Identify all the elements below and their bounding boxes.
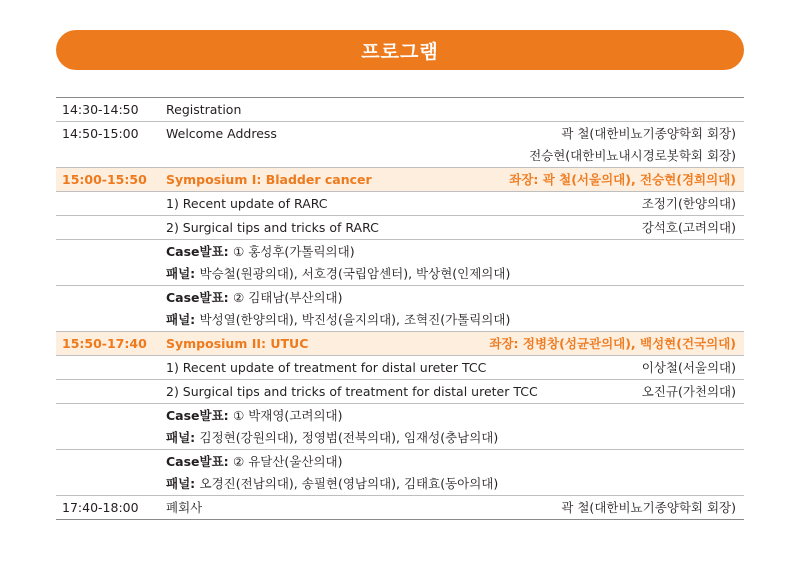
case-label: Case발표: [166, 290, 234, 305]
speaker-line: 곽 철(대한비뇨기종양학회 회장) [561, 126, 736, 141]
panel-label: 패널: [166, 476, 200, 491]
panel-label: 패널: [166, 312, 200, 327]
title-cell: 2) Surgical tips and tricks of treatment for distal ureter TCC [166, 384, 538, 399]
case-label: Case발표: [166, 244, 234, 259]
case-cell [166, 451, 744, 495]
chair-cell: 좌장: 정병창(성균관의대), 백성현(건국의대) [489, 336, 736, 351]
table-row [56, 240, 744, 286]
speaker-cell: 이상철(서울의대) [641, 360, 736, 375]
session-row [56, 168, 744, 192]
session-title: Symposium I: Bladder cancer [166, 172, 372, 187]
table-row [56, 286, 744, 332]
case-label: Case발표: [166, 454, 234, 469]
panel-line [166, 427, 744, 449]
panel-text: 박승철(원광의대), 서호경(국립암센터), 박상현(인제의대) [199, 266, 511, 281]
table-row [56, 356, 744, 380]
time-cell: 14:30-14:50 [62, 102, 139, 117]
speaker-cell: 조정기(한양의대) [641, 196, 736, 211]
program-table [56, 97, 744, 520]
time-cell [56, 287, 166, 331]
case-text: ① 홍성후(가톨릭의대) [233, 244, 355, 259]
title-cell: 1) Recent update of treatment for distal ureter TCC [166, 360, 487, 375]
time-cell: 15:00-15:50 [62, 172, 147, 187]
panel-line [166, 309, 744, 331]
speaker-line: 전승현(대한비뇨내시경로봇학회 회장) [529, 148, 736, 163]
case-text: ① 박재영(고려의대) [233, 408, 343, 423]
time-cell [56, 217, 166, 239]
title-cell: 2) Surgical tips and tricks of RARC [166, 220, 379, 235]
time-cell: 14:50-15:00 [62, 126, 139, 141]
panel-text: 오경진(전남의대), 송필현(영남의대), 김태효(동아의대) [199, 476, 499, 491]
case-line [166, 451, 744, 473]
table-row [56, 404, 744, 450]
case-cell [166, 287, 744, 331]
case-cell [166, 241, 744, 285]
title-cell: Welcome Address [166, 126, 277, 141]
speaker-cell: 오진규(가천의대) [641, 384, 736, 399]
table-row [56, 98, 744, 122]
title-cell: 1) Recent update of RARC [166, 196, 328, 211]
time-cell [56, 451, 166, 495]
panel-line [166, 473, 744, 495]
case-line [166, 287, 744, 309]
speaker-cell: 강석호(고려의대) [641, 220, 736, 235]
time-cell: 17:40-18:00 [62, 500, 139, 515]
case-line [166, 241, 744, 263]
table-row [56, 216, 744, 240]
case-text: ② 유달산(울산의대) [233, 454, 343, 469]
speaker-cell [529, 123, 744, 167]
panel-label: 패널: [166, 430, 200, 445]
program-header-bar [56, 30, 744, 70]
panel-text: 박성열(한양의대), 박진성(을지의대), 조혁진(가톨릭의대) [199, 312, 511, 327]
table-row [56, 380, 744, 404]
chair-cell: 좌장: 곽 철(서울의대), 전승현(경희의대) [509, 172, 736, 187]
panel-label: 패널: [166, 266, 200, 281]
case-line [166, 405, 744, 427]
case-cell [166, 405, 744, 449]
table-row [56, 496, 744, 520]
title-cell: 폐회사 [166, 500, 203, 515]
session-title: Symposium II: UTUC [166, 336, 309, 351]
panel-line [166, 263, 744, 285]
time-cell [56, 357, 166, 379]
session-row [56, 332, 744, 356]
case-text: ② 김태남(부산의대) [233, 290, 343, 305]
program-title: 프로그램 [361, 40, 439, 63]
time-cell [56, 193, 166, 215]
case-label: Case발표: [166, 408, 234, 423]
speaker-cell: 곽 철(대한비뇨기종양학회 회장) [561, 500, 736, 515]
time-cell: 15:50-17:40 [62, 336, 147, 351]
table-row [56, 450, 744, 496]
time-cell [56, 405, 166, 449]
table-row [56, 122, 744, 168]
panel-text: 김정현(강원의대), 정영범(전북의대), 임재성(충남의대) [199, 430, 499, 445]
time-cell [56, 241, 166, 285]
title-cell: Registration [166, 102, 242, 117]
table-row [56, 192, 744, 216]
time-cell [56, 381, 166, 403]
